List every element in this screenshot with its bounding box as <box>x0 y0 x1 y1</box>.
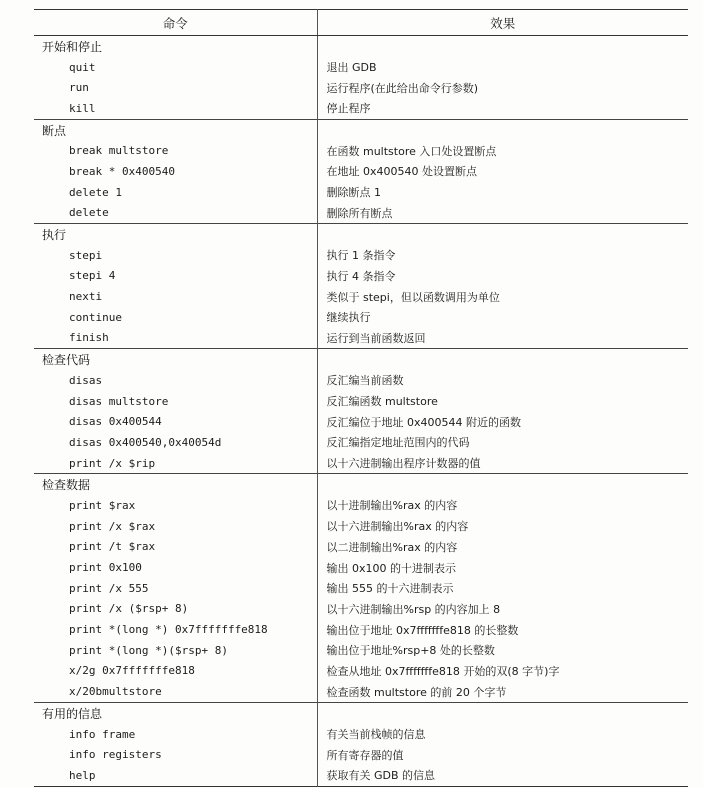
command-cell: finish <box>34 328 317 349</box>
table-row <box>34 245 688 266</box>
section-title: 开始和停止 <box>34 36 317 57</box>
command-cell: break * 0x400540 <box>34 161 317 182</box>
section-title-row <box>34 36 688 57</box>
table-row <box>34 182 688 203</box>
effect-cell: 输出 0x100 的十进制表示 <box>326 561 456 575</box>
table-header <box>34 10 688 36</box>
table-row <box>34 537 688 558</box>
command-cell: run <box>34 77 317 98</box>
command-cell: disas multstore <box>34 391 317 412</box>
effect-cell: 检查函数 multstore 的前 20 个字节 <box>326 685 507 699</box>
table-row <box>34 161 688 182</box>
effect-cell: 反汇编当前函数 <box>326 374 404 388</box>
table-row <box>34 98 688 119</box>
section-title: 有用的信息 <box>34 703 317 724</box>
table-section <box>34 474 688 703</box>
command-cell: print /x 555 <box>34 578 317 599</box>
command-cell: delete <box>34 203 317 224</box>
effect-cell: 反汇编指定地址范围内的代码 <box>326 436 470 450</box>
section-title-row <box>34 119 688 140</box>
effect-cell: 删除所有断点 <box>326 206 393 220</box>
table-row <box>34 661 688 682</box>
command-cell: print 0x100 <box>34 557 317 578</box>
table-row <box>34 744 688 765</box>
effect-cell: 以十六进制输出程序计数器的值 <box>326 457 481 471</box>
effect-cell: 执行 1 条指令 <box>326 249 396 263</box>
table-row <box>34 77 688 98</box>
effect-cell: 停止程序 <box>326 102 371 116</box>
effect-cell: 运行程序(在此给出命令行参数) <box>326 81 479 95</box>
section-title-spacer <box>317 224 688 245</box>
effect-cell: 检查从地址 0x7fffffffe818 开始的双(8 字节)字 <box>326 664 560 678</box>
section-title-spacer <box>317 36 688 57</box>
table-row <box>34 370 688 391</box>
effect-cell: 退出 GDB <box>326 61 377 75</box>
command-cell: disas 0x400540,0x40054d <box>34 432 317 453</box>
effect-cell: 所有寄存器的值 <box>326 748 404 762</box>
command-cell: quit <box>34 57 317 78</box>
table-section <box>34 703 688 787</box>
effect-column-header: 效果 <box>317 10 688 36</box>
command-cell: nexti <box>34 286 317 307</box>
table-section <box>34 224 688 349</box>
table-row <box>34 495 688 516</box>
command-cell: disas <box>34 370 317 391</box>
effect-cell: 类似于 stepi，但以函数调用为单位 <box>326 290 500 304</box>
table-row <box>34 453 688 474</box>
command-cell: kill <box>34 98 317 119</box>
effect-cell: 在地址 0x400540 处设置断点 <box>326 165 477 179</box>
command-cell: print /x $rip <box>34 453 317 474</box>
table-row <box>34 391 688 412</box>
command-cell: x/2g 0x7fffffffe818 <box>34 661 317 682</box>
table-row <box>34 640 688 661</box>
effect-cell: 以十六进制输出%rsp 的内容加上 8 <box>326 602 501 616</box>
command-cell: stepi 4 <box>34 266 317 287</box>
command-cell: print $rax <box>34 495 317 516</box>
table-row <box>34 140 688 161</box>
command-cell: break multstore <box>34 140 317 161</box>
table-row <box>34 516 688 537</box>
effect-cell: 继续执行 <box>326 311 371 325</box>
table-row <box>34 307 688 328</box>
effect-cell: 在函数 multstore 入口处设置断点 <box>326 144 497 158</box>
effect-cell: 以二进制输出%rax 的内容 <box>326 540 458 554</box>
table-row <box>34 724 688 745</box>
command-cell: print *(long *)($rsp+ 8) <box>34 640 317 661</box>
section-title: 执行 <box>34 224 317 245</box>
effect-cell: 删除断点 1 <box>326 186 381 200</box>
section-title: 断点 <box>34 119 317 140</box>
table-row <box>34 765 688 786</box>
section-title-spacer <box>317 703 688 724</box>
section-title-spacer <box>317 349 688 370</box>
table-row <box>34 411 688 432</box>
command-cell: print /x ($rsp+ 8) <box>34 599 317 620</box>
table-row <box>34 619 688 640</box>
section-title-spacer <box>317 119 688 140</box>
command-cell: disas 0x400544 <box>34 411 317 432</box>
table-row <box>34 681 688 702</box>
effect-cell: 以十六进制输出%rax 的内容 <box>326 520 469 534</box>
section-title-row <box>34 224 688 245</box>
command-cell: info registers <box>34 744 317 765</box>
effect-cell: 获取有关 GDB 的信息 <box>326 769 436 783</box>
command-cell: print *(long *) 0x7fffffffe818 <box>34 619 317 640</box>
table-row <box>34 203 688 224</box>
section-title: 检查数据 <box>34 474 317 495</box>
section-title-row <box>34 474 688 495</box>
table-row <box>34 578 688 599</box>
table-row <box>34 432 688 453</box>
command-cell: print /t $rax <box>34 537 317 558</box>
table-section <box>34 349 688 474</box>
command-cell: x/20bmultstore <box>34 681 317 702</box>
command-cell: stepi <box>34 245 317 266</box>
command-cell: delete 1 <box>34 182 317 203</box>
command-cell: help <box>34 765 317 786</box>
table-row <box>34 328 688 349</box>
table-section <box>34 36 688 120</box>
effect-cell: 执行 4 条指令 <box>326 269 396 283</box>
effect-cell: 运行到当前函数返回 <box>326 331 426 345</box>
command-column-header: 命令 <box>34 10 317 36</box>
effect-cell: 输出位于地址 0x7fffffffe818 的长整数 <box>326 623 519 637</box>
command-cell: continue <box>34 307 317 328</box>
table-row <box>34 57 688 78</box>
effect-cell: 反汇编函数 multstore <box>326 395 438 409</box>
effect-cell: 有关当前栈帧的信息 <box>326 728 426 742</box>
section-title: 检查代码 <box>34 349 317 370</box>
section-title-row <box>34 349 688 370</box>
table-row <box>34 286 688 307</box>
effect-cell: 反汇编位于地址 0x400544 附近的函数 <box>326 415 521 429</box>
table-row <box>34 266 688 287</box>
table-section <box>34 119 688 223</box>
table-row <box>34 599 688 620</box>
section-title-row <box>34 703 688 724</box>
command-cell: info frame <box>34 724 317 745</box>
table-row <box>34 557 688 578</box>
effect-cell: 输出 555 的十六进制表示 <box>326 582 454 596</box>
command-cell: print /x $rax <box>34 516 317 537</box>
effect-cell: 以十进制输出%rax 的内容 <box>326 499 458 513</box>
section-title-spacer <box>317 474 688 495</box>
gdb-command-table <box>34 9 688 787</box>
effect-cell: 输出位于地址%rsp+8 处的长整数 <box>326 644 495 658</box>
